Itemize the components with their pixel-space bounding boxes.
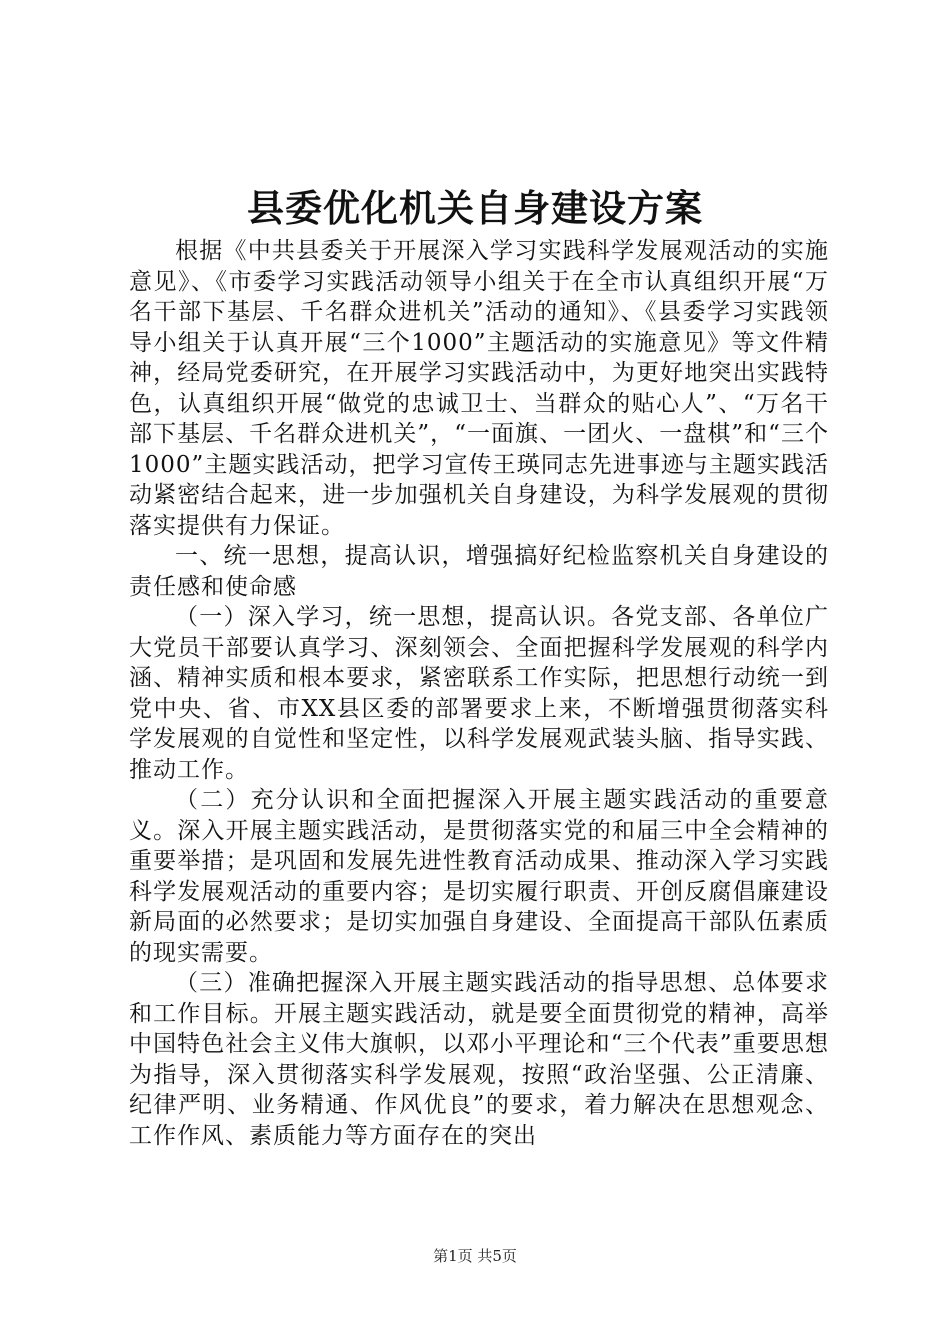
document-body — [129, 236, 829, 1151]
paragraph-item-1: （一）深入学习，统一思想，提高认识。各党支部、各单位广大党员干部要认真学习、深刻领会、全面把握科学发展观的科学内涵、精神实质和根本要求，紧密联系工作实际，把思想行动统一到党中央、省、市XX县区委的部署要求上来，不断增强贯彻落实科学发展观的自觉性和坚定性，以科学发展观武装头脑、指导实践、推动工作。 — [129, 604, 829, 783]
document-title: 县委优化机关自身建设方案 — [247, 186, 703, 230]
paragraph-item-2: （二）充分认识和全面把握深入开展主题实践活动的重要意义。深入开展主题实践活动，是贯彻落实党的和届三中全会精神的重要举措；是巩固和发展先进性教育活动成果、推动深入学习实践科学发展观活动的重要内容；是切实履行职责、开创反腐倡廉建设新局面的必然要求；是切实加强自身建设、全面提高干部队伍素质的现实需要。 — [129, 787, 829, 966]
page-number-footer: 第1页 共5页 — [433, 1247, 517, 1265]
section-heading-1: 一、统一思想，提高认识，增强搞好纪检监察机关自身建设的责任感和使命感 — [129, 543, 829, 600]
paragraph-item-3: （三）准确把握深入开展主题实践活动的指导思想、总体要求和工作目标。开展主题实践活动，就是要全面贯彻党的精神，高举中国特色社会主义伟大旗帜，以邓小平理论和“三个代表”重要思想为指导，深入贯彻落实科学发展观，按照“政治坚强、公正清廉、纪律严明、业务精通、作风优良”的要求，着力解决在思想观念、工作作风、素质能力等方面存在的突出 — [129, 970, 829, 1149]
paragraph-intro: 根据《中共县委关于开展深入学习实践科学发展观活动的实施意见》、《市委学习实践活动领导小组关于在全市认真组织开展“万名干部下基层、千名群众进机关”活动的通知》、《县委学习实践领导小组关于认真开展“三个1000”主题活动的实施意见》等文件精神，经局党委研究，在开展学习实践活动中，为更好地突出实践特色，认真组织开展“做党的忠诚卫士、当群众的贴心人”、“万名干部下基层、千名群众进机关”，“一面旗、一团火、一盘棋”和“三个1000”主题实践活动，把学习宣传王瑛同志先进事迹与主题实践活动紧密结合起来，进一步加强机关自身建设，为科学发展观的贯彻落实提供有力保证。 — [129, 238, 829, 539]
